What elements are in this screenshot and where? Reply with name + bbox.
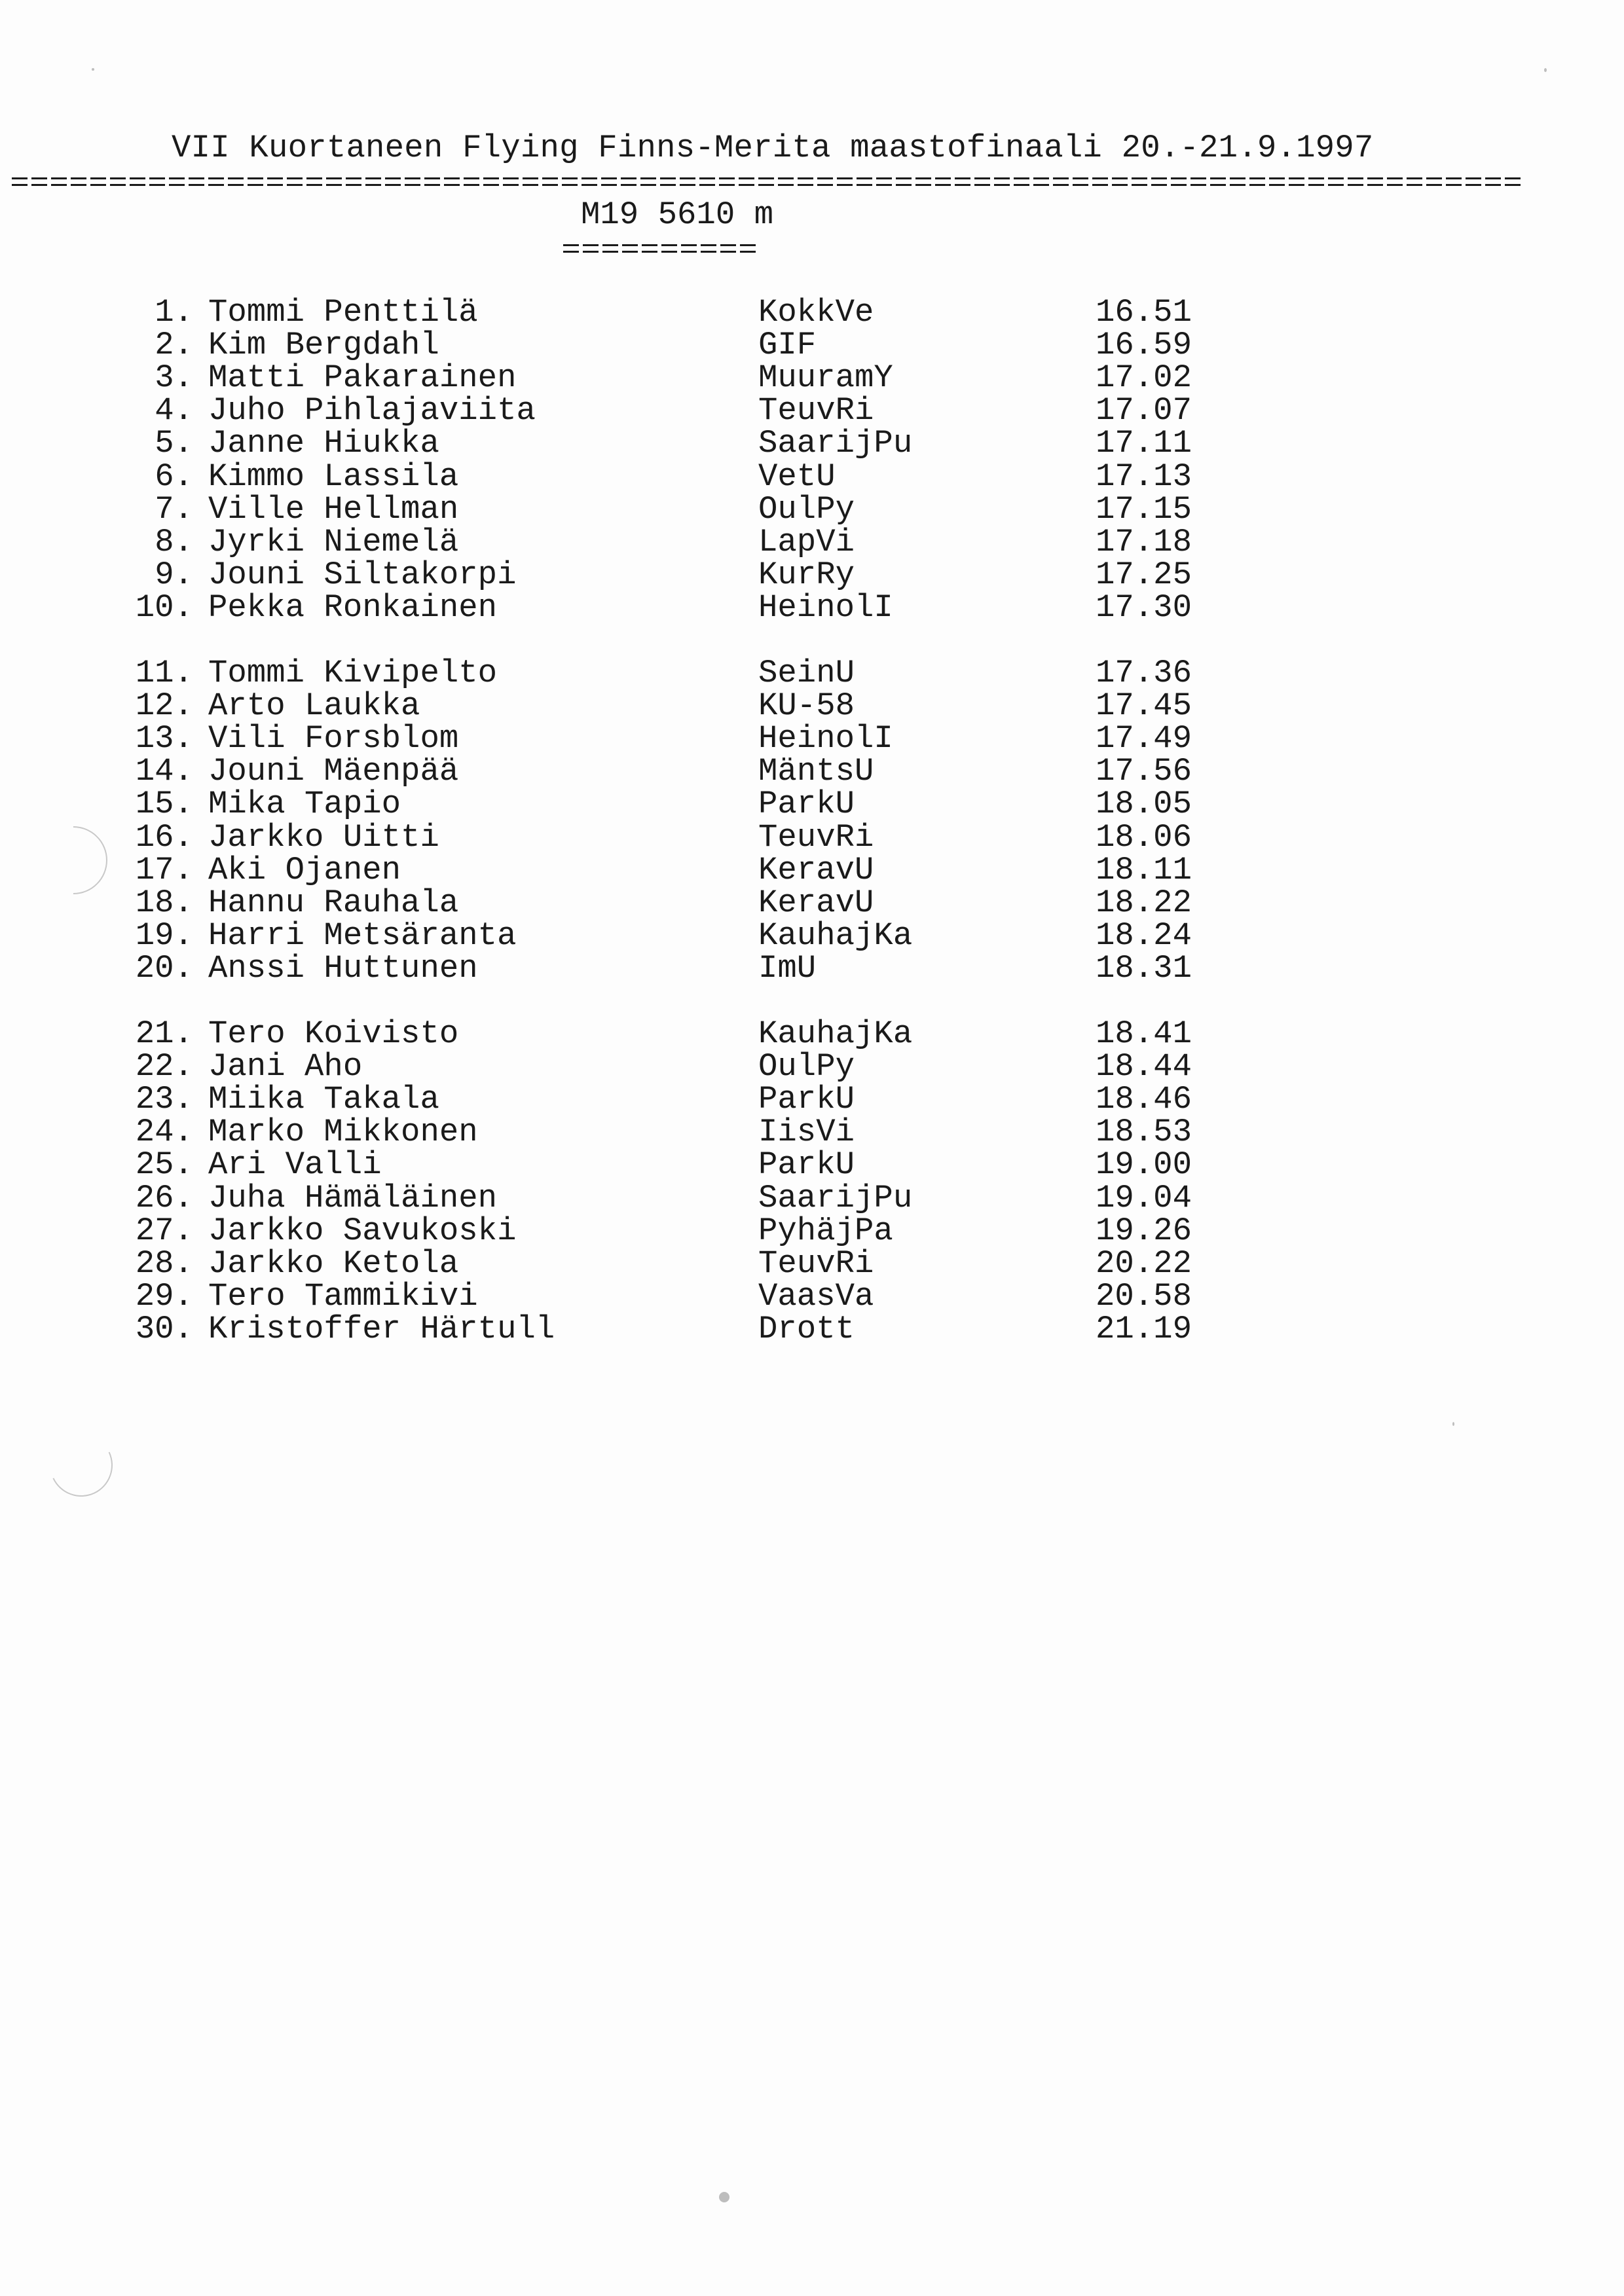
- result-row: [0, 949, 1624, 987]
- scan-speck: [1544, 68, 1547, 72]
- result-name: Tero Tammikivi: [208, 1277, 478, 1315]
- result-row: [0, 1310, 1624, 1347]
- result-place: 17.: [135, 851, 193, 888]
- result-row: [0, 851, 1624, 888]
- result-time: 21.19: [1095, 1310, 1192, 1347]
- result-row: [0, 296, 1624, 329]
- result-time: 16.51: [1095, 294, 1192, 331]
- result-club: KeravU: [758, 884, 874, 921]
- result-row: [0, 427, 1624, 460]
- result-place: 7.: [155, 490, 193, 528]
- result-name: Tero Koivisto: [208, 1015, 459, 1052]
- result-place: 23.: [135, 1081, 193, 1118]
- result-place: 3.: [155, 359, 193, 397]
- result-time: 16.59: [1095, 327, 1192, 364]
- result-club: IisVi: [758, 1114, 855, 1151]
- result-name: Vili Forsblom: [208, 720, 459, 757]
- result-name: Miika Takala: [208, 1081, 439, 1118]
- result-time: 18.31: [1095, 949, 1192, 987]
- result-row: [0, 1146, 1624, 1184]
- result-place: 21.: [135, 1015, 193, 1052]
- result-name: Kristoffer Härtull: [208, 1310, 555, 1347]
- result-club: KeravU: [758, 851, 874, 888]
- result-name: Tommi Kivipelto: [208, 655, 498, 691]
- result-time: 17.30: [1095, 589, 1192, 626]
- result-club: SaarijPu: [758, 1179, 913, 1216]
- result-place: 6.: [155, 458, 193, 495]
- result-club: PyhäjPa: [758, 1212, 893, 1249]
- result-time: 17.49: [1095, 720, 1192, 757]
- result-place: 25.: [135, 1146, 193, 1184]
- result-time: 17.02: [1095, 359, 1192, 397]
- result-place: 15.: [135, 786, 193, 823]
- result-row: [0, 394, 1624, 427]
- result-club: TeuvRi: [758, 818, 874, 856]
- result-row: [0, 919, 1624, 952]
- result-place: 5.: [155, 425, 193, 462]
- result-place: 14.: [135, 753, 193, 790]
- result-row: [0, 755, 1624, 788]
- result-name: Hannu Rauhala: [208, 884, 459, 921]
- result-club: ImU: [758, 949, 817, 987]
- result-time: 20.58: [1095, 1277, 1192, 1315]
- result-name: Marko Mikkonen: [208, 1114, 478, 1151]
- result-club: KauhajKa: [758, 1015, 913, 1052]
- scan-speck: [92, 68, 94, 71]
- result-place: 4.: [155, 392, 193, 429]
- result-row: [0, 490, 1624, 528]
- result-club: ParkU: [758, 1146, 855, 1184]
- result-place: 2.: [155, 327, 193, 364]
- result-club: TeuvRi: [758, 1245, 874, 1282]
- scan-speck: [1452, 1422, 1454, 1426]
- result-place: 18.: [135, 884, 193, 921]
- result-time: 18.22: [1095, 884, 1192, 921]
- result-name: Juho Pihlajaviita: [208, 392, 536, 429]
- result-name: Jouni Siltakorpi: [208, 556, 517, 593]
- result-row: [0, 886, 1624, 919]
- result-time: 17.36: [1095, 655, 1192, 691]
- result-club: GIF: [758, 327, 817, 364]
- result-club: KauhajKa: [758, 917, 913, 954]
- result-row: [0, 327, 1624, 364]
- result-row: [0, 591, 1624, 624]
- result-time: 18.24: [1095, 917, 1192, 954]
- result-row: [0, 1114, 1624, 1151]
- result-time: 17.07: [1095, 392, 1192, 429]
- document-title: VII Kuortaneen Flying Finns-Merita maastofinaali 20.-21.9.1997: [172, 130, 1374, 166]
- result-place: 11.: [135, 655, 193, 691]
- result-place: 10.: [135, 589, 193, 626]
- result-time: 19.04: [1095, 1179, 1192, 1216]
- result-time: 18.11: [1095, 851, 1192, 888]
- result-place: 24.: [135, 1114, 193, 1151]
- result-row: [0, 1017, 1624, 1050]
- result-name: Arto Laukka: [208, 687, 420, 725]
- result-row: [0, 1247, 1624, 1280]
- result-club: KokkVe: [758, 294, 874, 331]
- result-row: [0, 359, 1624, 397]
- result-row: [0, 687, 1624, 725]
- result-name: Jarkko Ketola: [208, 1245, 459, 1282]
- result-time: 17.18: [1095, 523, 1192, 560]
- result-club: LapVi: [758, 523, 855, 560]
- result-row: [0, 1083, 1624, 1116]
- result-name: Janne Hiukka: [208, 425, 439, 462]
- result-name: Pekka Ronkainen: [208, 589, 498, 626]
- result-name: Kimmo Lassila: [208, 458, 459, 495]
- result-club: OulPy: [758, 1048, 855, 1085]
- result-club: Drott: [758, 1310, 855, 1347]
- result-row: [0, 1179, 1624, 1216]
- result-place: 1.: [155, 294, 193, 331]
- result-time: 17.11: [1095, 425, 1192, 462]
- result-time: 18.53: [1095, 1114, 1192, 1151]
- result-time: 17.15: [1095, 490, 1192, 528]
- result-name: Mika Tapio: [208, 786, 401, 823]
- result-name: Ari Valli: [208, 1146, 382, 1184]
- result-place: 22.: [135, 1048, 193, 1085]
- result-name: Jani Aho: [208, 1048, 363, 1085]
- result-place: 12.: [135, 687, 193, 725]
- result-time: 17.56: [1095, 753, 1192, 790]
- result-row: [0, 1050, 1624, 1083]
- result-name: Harri Metsäranta: [208, 917, 517, 954]
- result-row: [0, 1277, 1624, 1315]
- result-club: HeinolI: [758, 589, 893, 626]
- result-place: 26.: [135, 1179, 193, 1216]
- result-name: Juha Hämäläinen: [208, 1179, 498, 1216]
- result-row: [0, 523, 1624, 560]
- result-club: KU-58: [758, 687, 855, 725]
- result-club: HeinolI: [758, 720, 893, 757]
- result-name: Jyrki Niemelä: [208, 523, 459, 560]
- result-name: Jarkko Uitti: [208, 818, 439, 856]
- result-place: 13.: [135, 720, 193, 757]
- result-time: 20.22: [1095, 1245, 1192, 1282]
- result-club: VaasVa: [758, 1277, 874, 1315]
- result-place: 28.: [135, 1245, 193, 1282]
- result-time: 18.44: [1095, 1048, 1192, 1085]
- result-name: Matti Pakarainen: [208, 359, 517, 397]
- result-place: 8.: [155, 523, 193, 560]
- result-row: [0, 558, 1624, 591]
- result-time: 19.00: [1095, 1146, 1192, 1184]
- result-row: [0, 657, 1624, 689]
- result-time: 18.06: [1095, 818, 1192, 856]
- result-row: [0, 786, 1624, 823]
- result-place: 29.: [135, 1277, 193, 1315]
- class-subtitle: M19 5610 m: [581, 196, 774, 233]
- result-time: 19.26: [1095, 1212, 1192, 1249]
- result-club: SaarijPu: [758, 425, 913, 462]
- result-place: 20.: [135, 949, 193, 987]
- result-place: 19.: [135, 917, 193, 954]
- result-name: Jouni Mäenpää: [208, 753, 459, 790]
- result-time: 18.05: [1095, 786, 1192, 823]
- result-time: 18.41: [1095, 1015, 1192, 1052]
- result-time: 17.45: [1095, 687, 1192, 725]
- result-name: Jarkko Savukoski: [208, 1212, 517, 1249]
- result-club: MäntsU: [758, 753, 874, 790]
- result-place: 9.: [155, 556, 193, 593]
- result-place: 30.: [135, 1310, 193, 1347]
- result-row: [0, 1214, 1624, 1247]
- result-club: OulPy: [758, 490, 855, 528]
- result-row: [0, 722, 1624, 755]
- result-club: ParkU: [758, 786, 855, 823]
- result-time: 17.13: [1095, 458, 1192, 495]
- scan-speck: [719, 2192, 729, 2202]
- result-time: 17.25: [1095, 556, 1192, 593]
- result-time: 18.46: [1095, 1081, 1192, 1118]
- result-name: Aki Ojanen: [208, 851, 401, 888]
- result-name: Tommi Penttilä: [208, 294, 478, 331]
- result-name: Kim Bergdahl: [208, 327, 439, 364]
- result-place: 27.: [135, 1212, 193, 1249]
- result-place: 16.: [135, 818, 193, 856]
- result-club: VetU: [758, 458, 836, 495]
- result-club: SeinU: [758, 655, 855, 691]
- result-row: [0, 818, 1624, 856]
- result-club: MuuramY: [758, 359, 893, 397]
- result-club: TeuvRi: [758, 392, 874, 429]
- result-name: Anssi Huttunen: [208, 949, 478, 987]
- result-club: ParkU: [758, 1081, 855, 1118]
- result-club: KurRy: [758, 556, 855, 593]
- result-name: Ville Hellman: [208, 490, 459, 528]
- result-row: [0, 460, 1624, 493]
